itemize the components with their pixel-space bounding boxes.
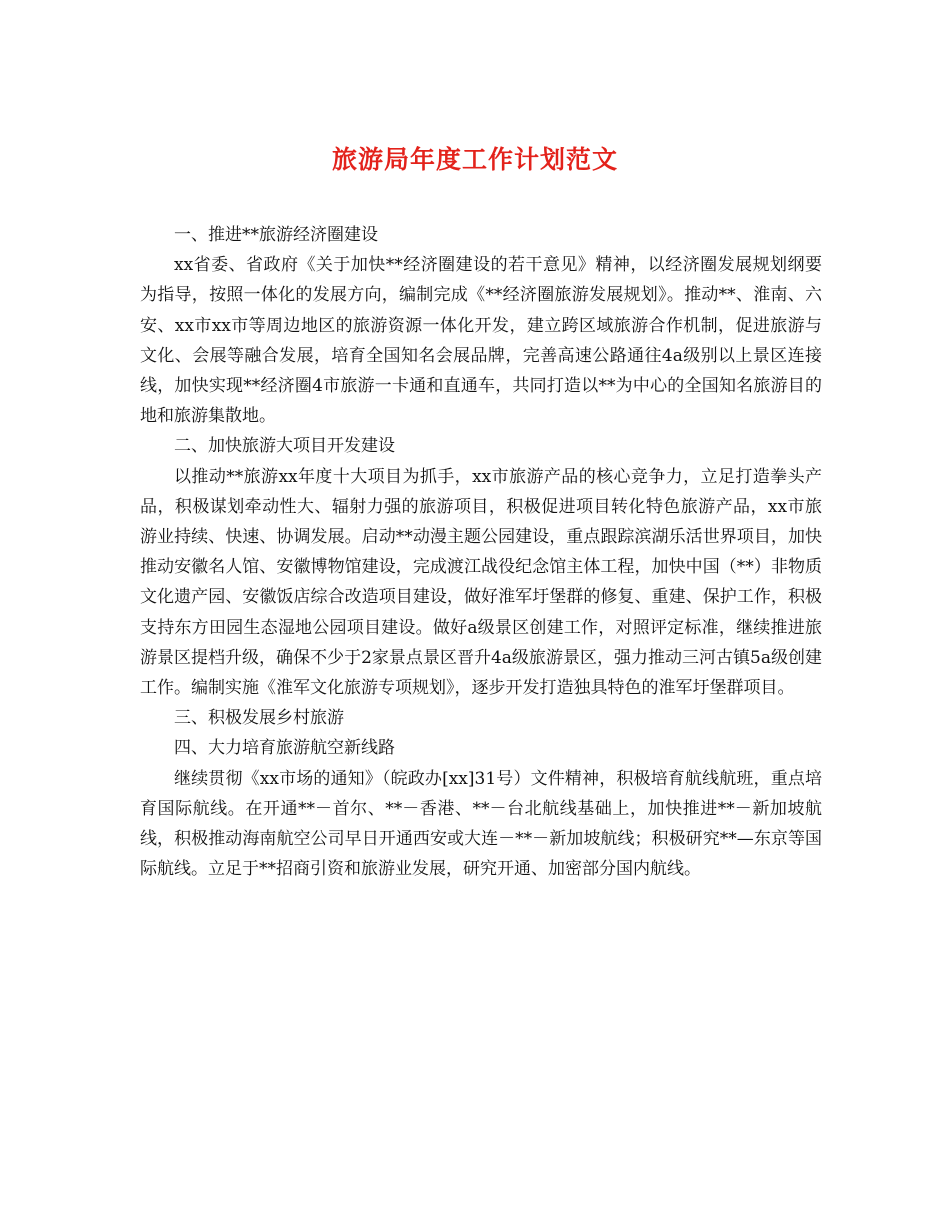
- document-body: [140, 220, 822, 884]
- section-heading-4: 四、大力培育旅游航空新线路: [174, 738, 395, 759]
- section-paragraph-4: 继续贯彻《xx市场的通知》（皖政办[xx]31号）文件精神，积极培育航线航班，重点培育国际航线。在开通**－首尔、**－香港、**－台北航线基础上，加快推进**－新加坡航线，积极推动海南航空公司早日开通西安或大连－**－新加坡航线；积极研究**—东京等国际航线。立足于**招商引资和旅游业发展，研究开通、加密部分国内航线。: [140, 768, 822, 880]
- document-title: 旅游局年度工作计划范文: [331, 145, 618, 174]
- section-heading-3: 三、积极发展乡村旅游: [174, 708, 344, 729]
- section-paragraph-1: xx省委、省政府《关于加快**经济圈建设的若干意见》精神，以经济圈发展规划纲要为指导，按照一体化的发展方向，编制完成《**经济圈旅游发展规划》。推动**、淮南、六安、xx市xx市等周边地区的旅游资源一体化开发，建立跨区域旅游合作机制，促进旅游与文化、会展等融合发展，培育全国知名会展品牌，完善高速公路通往4a级别以上景区连接线，加快实现**经济圈4市旅游一卡通和直通车，共同打造以**为中心的全国知名旅游目的地和旅游集散地。: [140, 255, 822, 427]
- section-heading-1: 一、推进**旅游经济圈建设: [174, 225, 378, 245]
- section-heading-2: 二、加快旅游大项目开发建设: [174, 436, 395, 457]
- section-paragraph-2: 以推动**旅游xx年度十大项目为抓手，xx市旅游产品的核心竞争力，立足打造拳头产品，积极谋划牵动性大、辐射力强的旅游项目，积极促进项目转化特色旅游产品，xx市旅游业持续、快速、协调发展。启动**动漫主题公园建设，重点跟踪滨湖乐活世界项目，加快推动安徽名人馆、安徽博物馆建设，完成渡江战役纪念馆主体工程，加快中国（**）非物质文化遗产园、安徽饭店综合改造项目建设，做好淮军圩堡群的修复、重建、保护工作，积极支持东方田园生态湿地公园项目建设。做好a级景区创建工作，对照评定标准，继续推进旅游景区提档升级，确保不少于2家景点景区晋升4a级旅游景区，强力推动三河古镇5a级创建工作。编制实施《淮军文化旅游专项规划》，逐步开发打造独具特色的淮军圩堡群项目。: [140, 466, 822, 699]
